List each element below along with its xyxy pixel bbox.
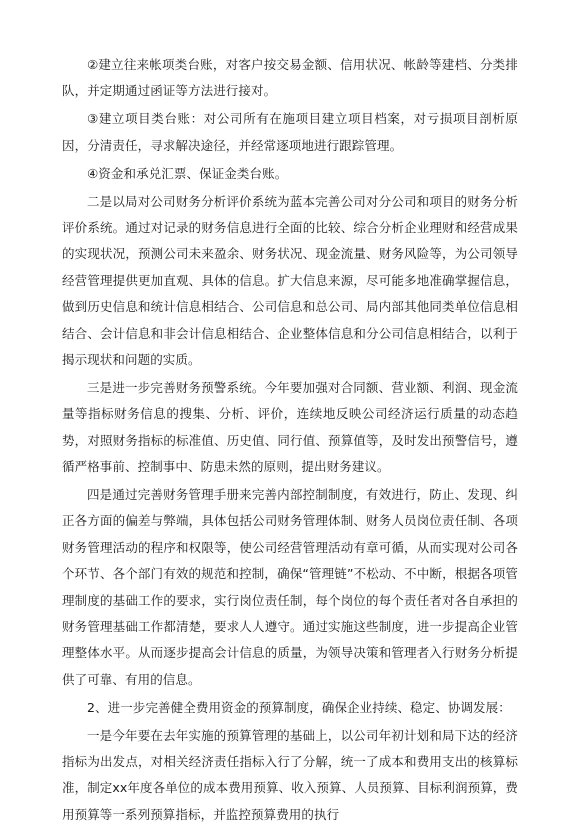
document-page [62, 52, 518, 830]
paragraph-budget-heading: 2、进一步完善健全费用资金的预算制度，确保企业持续、稳定、协调发展： [87, 699, 511, 715]
paragraph-ledger-accounts: ②建立往来帐项类台账，对客户按交易金额、信用状况、帐龄等建档、分类排队，并定期通过函证等方法进行接对。 [62, 57, 518, 99]
paragraph-internal-control: 四是通过完善财务管理手册来完善内部控制制度，有效进行，防止、发现、纠正各方面的偏差与弊端，具体包括公司财务管理体制、财务人员岗位责任制、各项财务管理活动的程序和权限等，使公司经营管理活动有章可循，从而实现对公司各个环节、各个部门有效的规范和控制，确保“管理链”不松动、不中断，根据各项管理制度的基础工作的要求，实行岗位责任制，每个岗位的每个责任者对各自承担的财务管理基础工作都清楚，要求人人遵守。通过实施这些制度，进一步提高企业管理整体水平。从而逐步提高会计信息的质量，为领导决策和管理者入行财务分析提供了可靠、有用的信息。 [62, 487, 518, 687]
paragraph-ledger-funds: ④资金和承兑汇票、保证金类台账。 [87, 165, 288, 181]
paragraph-financial-analysis: 二是以局对公司财务分析评价系统为蓝本完善公司对分公司和项目的财务分析评价系统。通过对记录的财务信息进行全面的比较、综合分析企业理财和经营成果的实现状况，预测公司未来盈余、财务状况、现金流量、财务风险等，为公司领导经营管理提供更加直观、具体的信息。扩大信息来源，尽可能多地准确掌握信息，做到历史信息和统计信息相结合、公司信息和总公司、局内部其他同类单位信息相结合、会计信息和非会计信息相结合、企业整体信息和分公司信息相结合，以利于揭示现状和问题的实质。 [62, 193, 518, 367]
paragraph-budget-detail: 一是今年要在去年实施的预算管理的基础上，以公司年初计划和局下达的经济指标为出发点，对相关经济责任指标入行了分解，统一了成本和费用支出的核算标准，制定xx年度各单位的成本费用预算、收入预算、人员预算、目标利润预算，费用预算等一系列预算指标，并监控预算费用的执行 [62, 727, 518, 822]
paragraph-ledger-projects: ③建立项目类台账：对公司所有在施项目建立项目档案，对亏损项目剖析原因，分清责任，寻求解决途径，并经常逐项地进行跟踪管理。 [62, 111, 518, 153]
paragraph-early-warning: 三是进一步完善财务预警系统。今年要加强对合同额、营业额、利润、现金流量等指标财务信息的搜集、分析、评价，连续地反映公司经济运行质量的动态趋势，对照财务指标的标准值、历史值、同行值、预算值等，及时发出预警信号，遵循严格事前、控制事中、防患未然的原则，提出财务建议。 [62, 379, 518, 475]
